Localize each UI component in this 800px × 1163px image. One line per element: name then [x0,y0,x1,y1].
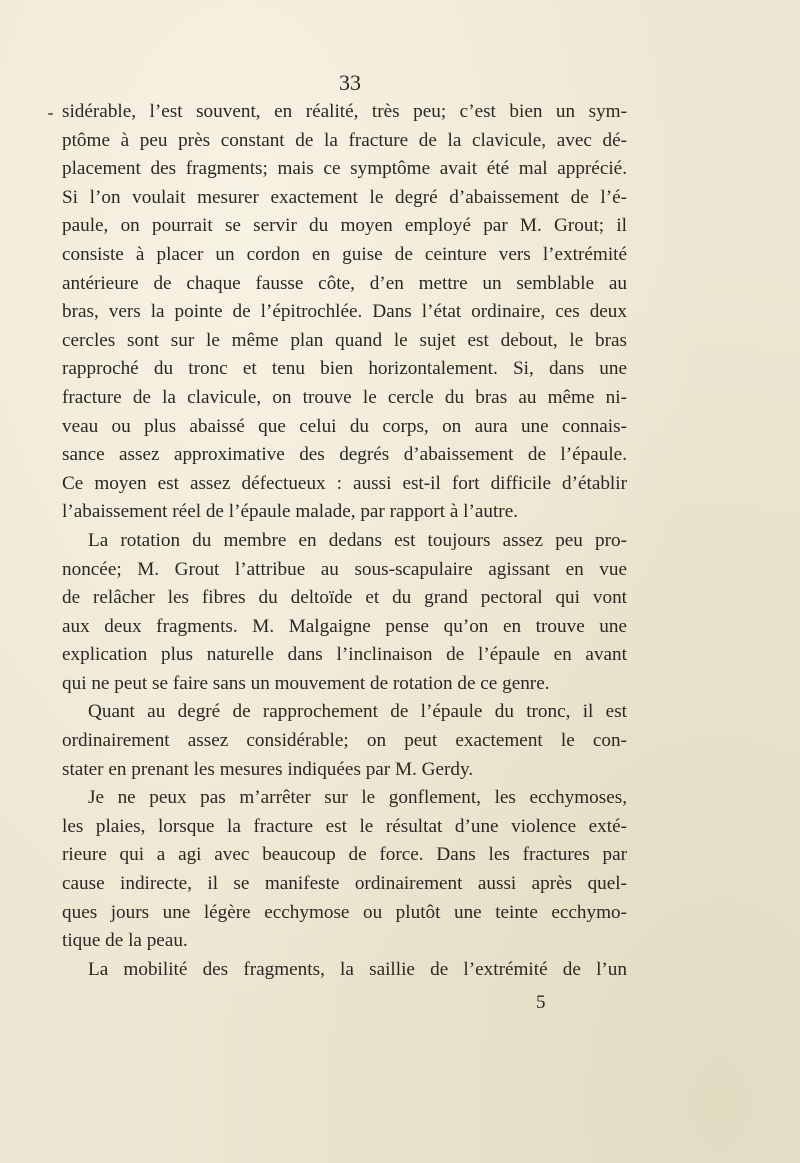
text-line: les plaies, lorsque la fracture est le résultat d’une violence exté- [62,815,627,837]
text-line: placement des fragments; mais ce symptôme avait été mal apprécié. [62,158,627,180]
text-line: aux deux fragments. M. Malgaigne pense qu’on en trouve une [62,615,627,637]
text-line: Ce moyen est assez défectueux : aussi est-il fort difficile d’établir [62,472,627,494]
text-line: stater en prenant les mesures indiquées par M. Gerdy. [62,758,474,780]
text-line: paule, on pourrait se servir du moyen employé par M. Grout; il [62,215,627,237]
text-line: ptôme à peu près constant de la fracture de la clavicule, avec dé- [62,129,627,151]
text-line: veau ou plus abaissé que celui du corps, on aura une connais- [62,415,627,437]
text-line: fracture de la clavicule, on trouve le cercle du bras au même ni- [62,386,627,408]
text-line: l’abaissement réel de l’épaule malade, par rapport à l’autre. [62,501,519,523]
text-line: Quant au degré de rapprochement de l’épaule du tronc, il est [88,701,627,723]
text-line: ordinairement assez considérable; on peut exactement le con- [62,730,627,752]
text-line: ques jours une légère ecchymose ou plutôt une teinte ecchymo- [62,901,627,923]
body-text [62,98,627,984]
text-line: consiste à placer un cordon en guise de ceinture vers l’extrémité [62,243,627,265]
text-line: rapproché du tronc et tenu bien horizontalement. Si, dans une [62,358,627,380]
text-line: La mobilité des fragments, la saillie de l’extrémité de l’un [88,958,627,980]
text-line: de relâcher les fibres du deltoïde et du grand pectoral qui vont [62,587,627,609]
text-line: noncée; M. Grout l’attribue au sous-scapulaire agissant en vue [62,558,627,580]
signature-mark: 5 [536,992,546,1013]
margin-mark [48,113,53,115]
text-line: Si l’on voulait mesurer exactement le degré d’abaissement de l’é- [62,186,627,208]
text-line: qui ne peut se faire sans un mouvement de rotation de ce genre. [62,672,550,694]
text-line: Je ne peux pas m’arrêter sur le gonflement, les ecchymoses, [88,787,627,809]
text-line: cercles sont sur le même plan quand le sujet est debout, le bras [62,329,627,351]
text-line: tique de la peau. [62,930,188,952]
text-line: sidérable, l’est souvent, en réalité, très peu; c’est bien un sym- [62,101,627,122]
text-line: cause indirecte, il se manifeste ordinairement aussi après quel- [62,873,627,895]
text-line: explication plus naturelle dans l’inclinaison de l’épaule en avant [62,644,627,666]
text-line: rieure qui a agi avec beaucoup de force. Dans les fractures par [62,844,627,866]
text-line: antérieure de chaque fausse côte, d’en mettre un semblable au [62,272,627,294]
text-line: sance assez approximative des degrés d’abaissement de l’épaule. [62,444,627,466]
text-line: La rotation du membre en dedans est toujours assez peu pro- [88,529,627,551]
text-line: bras, vers la pointe de l’épitrochlée. Dans l’état ordinaire, ces deux [62,301,627,323]
page-number: 33 [339,70,361,95]
